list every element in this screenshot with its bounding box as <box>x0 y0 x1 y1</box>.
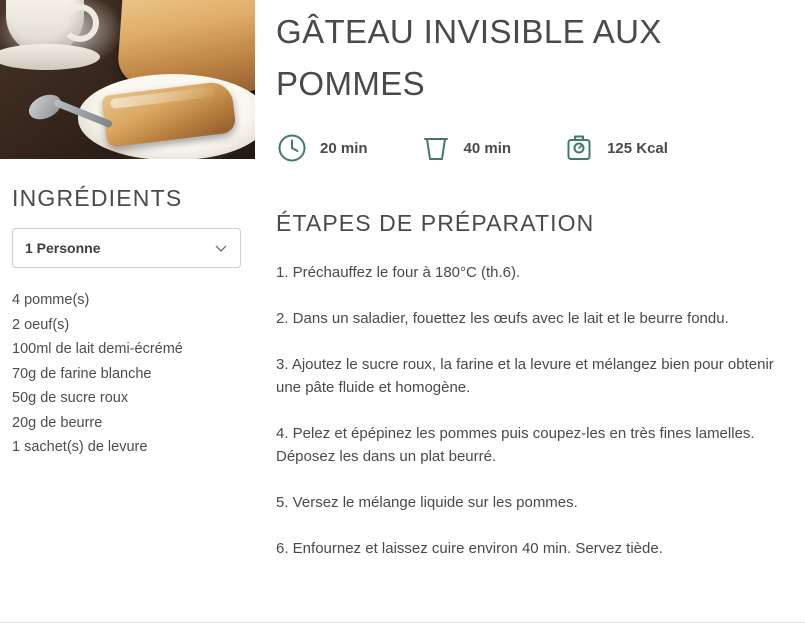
list-item: 5. Versez le mélange liquide sur les pommes. <box>276 494 578 511</box>
left-column <box>0 0 255 460</box>
list-item: 4 pomme(s) <box>12 292 90 308</box>
list-item: 70g de farine blanche <box>12 365 152 382</box>
cook-time <box>420 132 512 164</box>
energy-value: 125 Kcal <box>607 139 668 157</box>
list-item: 1 sachet(s) de levure <box>12 439 148 455</box>
prep-time <box>276 132 368 164</box>
right-column <box>276 0 796 583</box>
energy <box>563 132 668 164</box>
ingredients-heading: INGRÉDIENTS <box>12 185 183 211</box>
scale-icon <box>563 132 595 164</box>
recipe-meta <box>276 132 796 164</box>
list-item: 2. Dans un saladier, fouettez les œufs avec le lait et le beurre fondu. <box>276 310 729 327</box>
serving-size-select[interactable] <box>12 228 241 268</box>
cook-time-value: 40 min <box>463 139 512 157</box>
list-item: 1. Préchauffez le four à 180°C (th.6). <box>276 264 521 281</box>
recipe-photo <box>0 0 255 159</box>
clock-icon <box>276 132 308 164</box>
chevron-down-icon <box>214 241 228 255</box>
pot-icon <box>420 132 452 164</box>
list-item: 4. Pelez et épépinez les pommes puis coupez-les en très fines lamelles. Déposez les dans un plat beurré. <box>276 425 755 465</box>
steps-heading: ÉTAPES DE PRÉPARATION <box>276 210 595 236</box>
list-item: 2 oeuf(s) <box>12 316 70 333</box>
prep-time-value: 20 min <box>320 139 368 157</box>
serving-size-value: 1 Personne <box>25 240 101 256</box>
footer-divider <box>0 622 805 623</box>
list-item: 6. Enfournez et laissez cuire environ 40 min. Servez tiède. <box>276 540 663 557</box>
page-title: GÂTEAU INVISIBLE AUX POMMES <box>276 13 662 102</box>
list-item: 20g de beurre <box>12 414 103 431</box>
steps-list <box>276 261 788 560</box>
list-item: 3. Ajoutez le sucre roux, la farine et la levure et mélangez bien pour obtenir une pâte fluide et homogène. <box>276 356 774 396</box>
list-item: 50g de sucre roux <box>12 390 129 406</box>
list-item: 100ml de lait demi-écrémé <box>12 341 183 357</box>
ingredient-list <box>12 288 255 460</box>
